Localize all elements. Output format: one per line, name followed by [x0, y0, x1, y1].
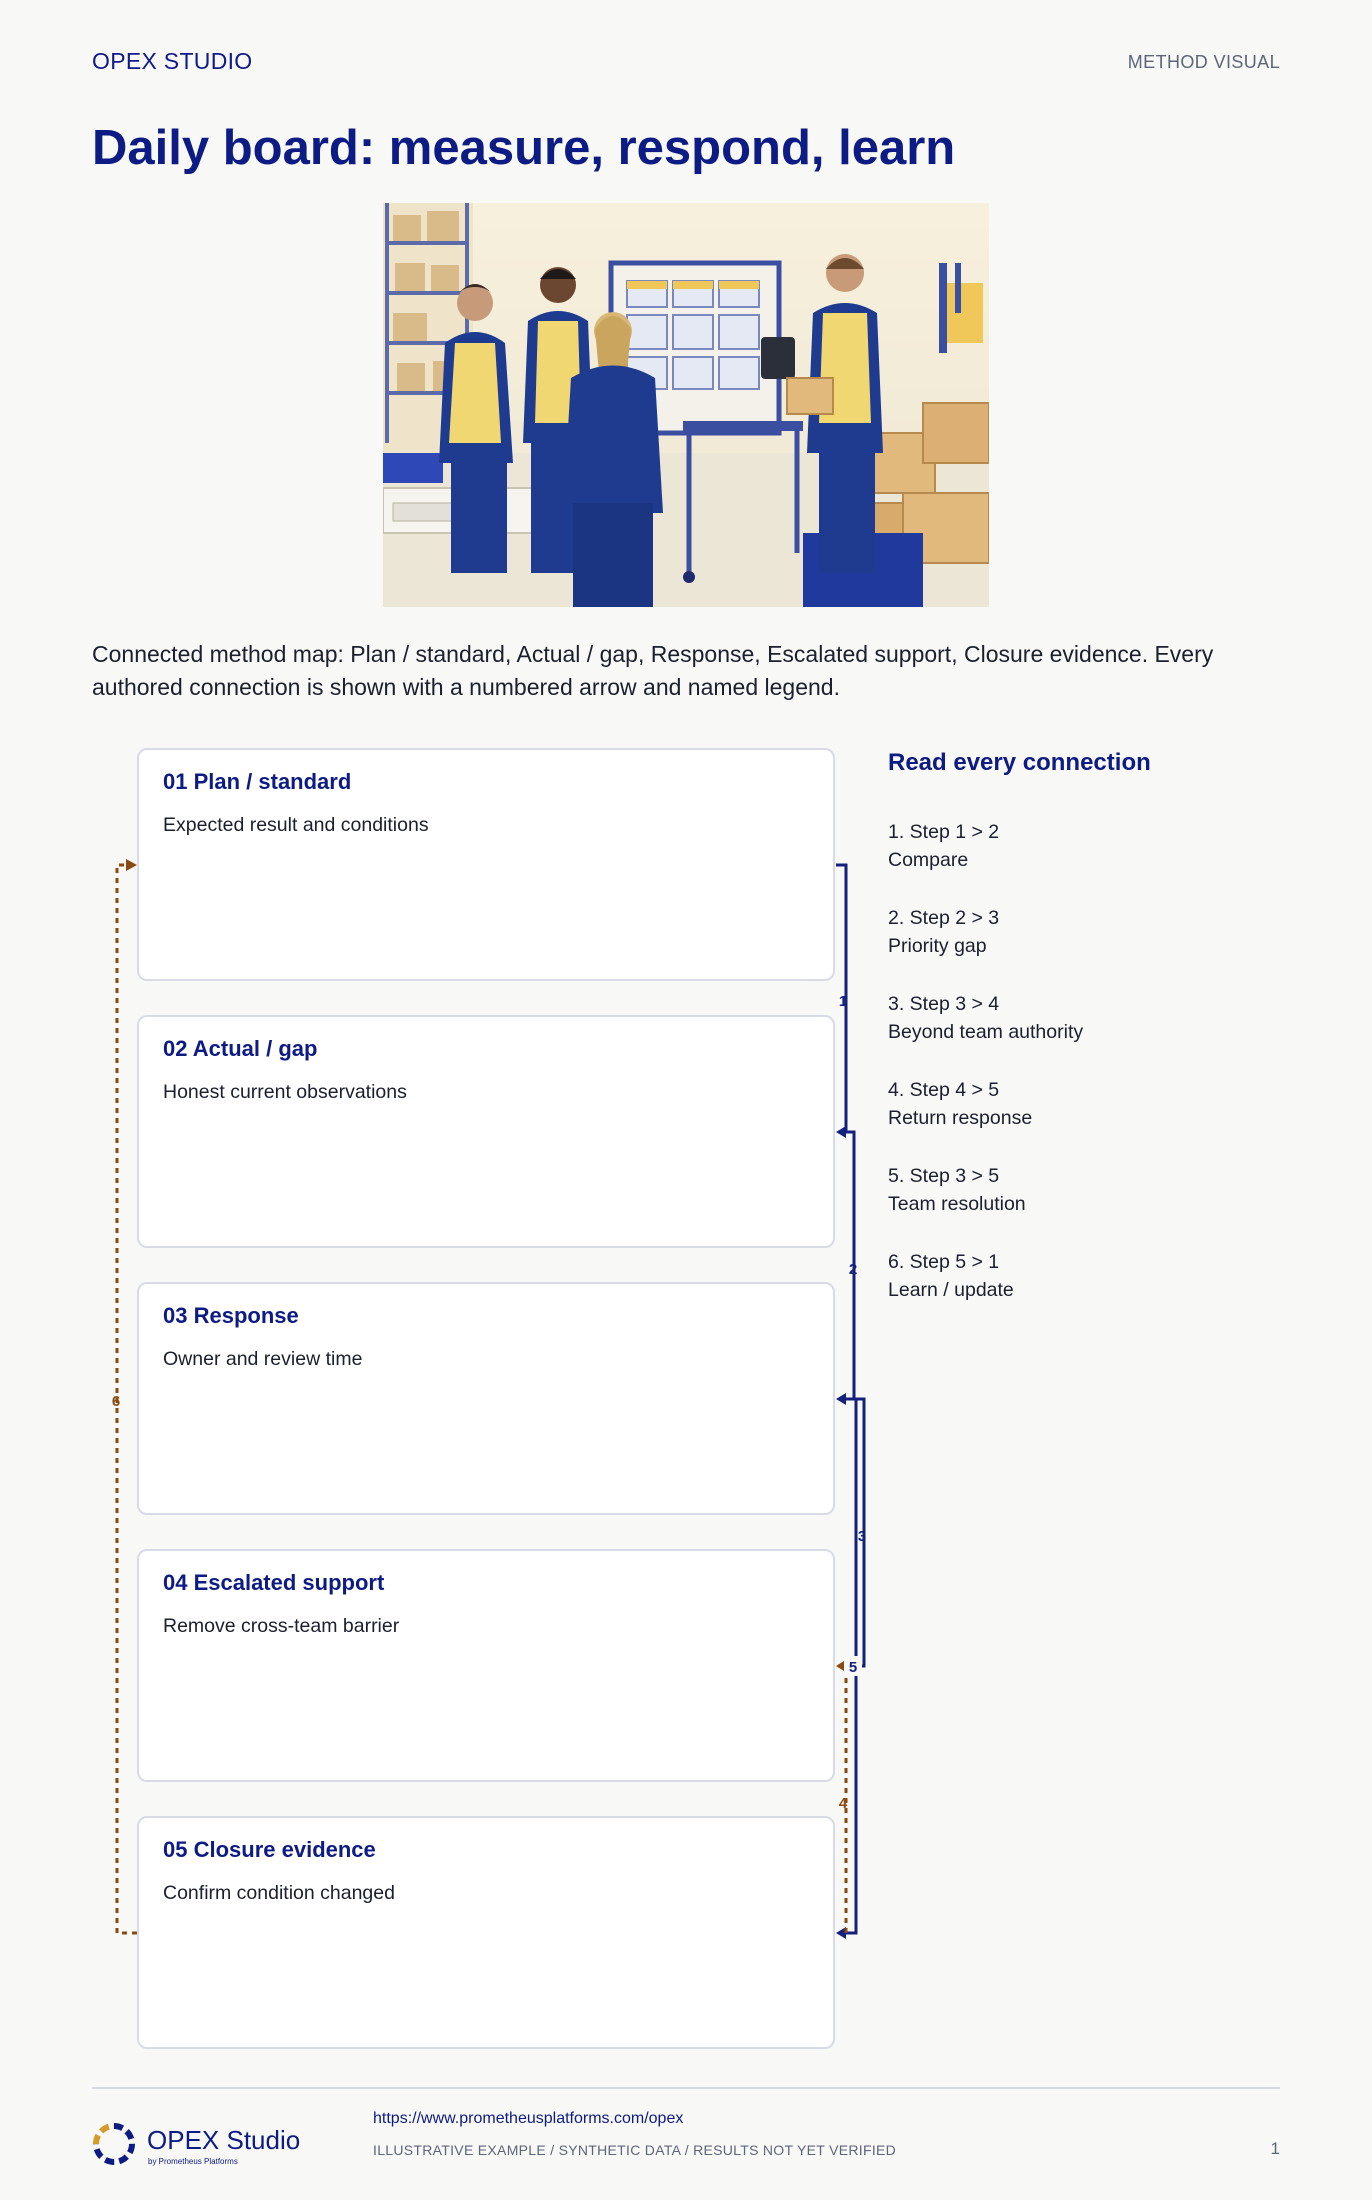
legend-label: Beyond team authority	[888, 1021, 1084, 1043]
page-number: 1	[1270, 2139, 1280, 2158]
connection-arrow-1	[836, 865, 847, 1138]
step-description: Expected result and conditions	[163, 814, 429, 836]
legend-item	[888, 990, 1083, 1076]
legend-item	[888, 1076, 1083, 1162]
legend-route: 3. Step 3 > 4	[888, 993, 1000, 1015]
legend-label: Priority gap	[888, 935, 987, 957]
footer-url-link[interactable]: https://www.prometheusplatforms.com/opex	[373, 2110, 684, 2127]
legend-label: Team resolution	[888, 1193, 1026, 1215]
connection-arrow-3	[842, 1399, 866, 1666]
step-title: 03 Response	[163, 1303, 299, 1328]
legend-label: Return response	[888, 1107, 1033, 1129]
step-description: Remove cross-team barrier	[163, 1615, 400, 1637]
connection-arrow-6	[112, 859, 137, 1933]
connection-number: 1	[838, 993, 848, 1010]
step-description: Honest current observations	[163, 1081, 407, 1103]
step-title: 05 Closure evidence	[163, 1837, 376, 1862]
legend-route: 2. Step 2 > 3	[888, 907, 1000, 929]
brand-label: OPEX STUDIO	[92, 48, 253, 74]
step-description: Confirm condition changed	[163, 1882, 395, 1904]
connection-number: 2	[848, 1261, 858, 1278]
logo-subtitle: by Prometheus Platforms	[148, 2157, 238, 2166]
connection-arrow-5	[836, 1399, 862, 1939]
opex-logo-icon	[92, 2122, 136, 2166]
step-description: Owner and review time	[163, 1348, 363, 1370]
legend-item	[888, 904, 1083, 990]
legend-item	[888, 1248, 1083, 1334]
legend-route: 6. Step 5 > 1	[888, 1251, 1000, 1273]
legend-item	[888, 818, 1083, 904]
logo-name: OPEX Studio	[147, 2125, 301, 2155]
legend-route: 5. Step 3 > 5	[888, 1165, 1000, 1187]
connection-number: 3	[857, 1528, 867, 1545]
connection-arrow-2	[836, 1132, 857, 1405]
legend-route: 1. Step 1 > 2	[888, 821, 1000, 843]
connection-number: 4	[838, 1795, 848, 1812]
step-title: 02 Actual / gap	[163, 1036, 318, 1061]
page-title: Daily board: measure, respond, learn	[92, 121, 956, 175]
legend-label: Learn / update	[888, 1279, 1014, 1301]
connection-number: 6	[111, 1393, 121, 1410]
connection-arrow-4	[836, 1661, 848, 1933]
footer-disclaimer: ILLUSTRATIVE EXAMPLE / SYNTHETIC DATA / RESULTS NOT YET VERIFIED	[373, 2142, 897, 2158]
legend-route: 4. Step 4 > 5	[888, 1079, 1000, 1101]
connection-number: 5	[848, 1659, 858, 1676]
footer-divider	[92, 2087, 1280, 2089]
document-kind-label: METHOD VISUAL	[1127, 52, 1280, 72]
step-title: 04 Escalated support	[163, 1570, 385, 1595]
legend-title: Read every connection	[888, 749, 1151, 776]
step-title: 01 Plan / standard	[163, 769, 352, 794]
intro-text: Connected method map: Plan / standard, Actual / gap, Response, Escalated support, Closure evidence. Every authored connection is shown with a numbered arrow and named legend.	[92, 641, 1214, 700]
legend-item	[888, 1162, 1083, 1248]
legend-label: Compare	[888, 849, 969, 871]
connection-legend	[888, 818, 1083, 1334]
